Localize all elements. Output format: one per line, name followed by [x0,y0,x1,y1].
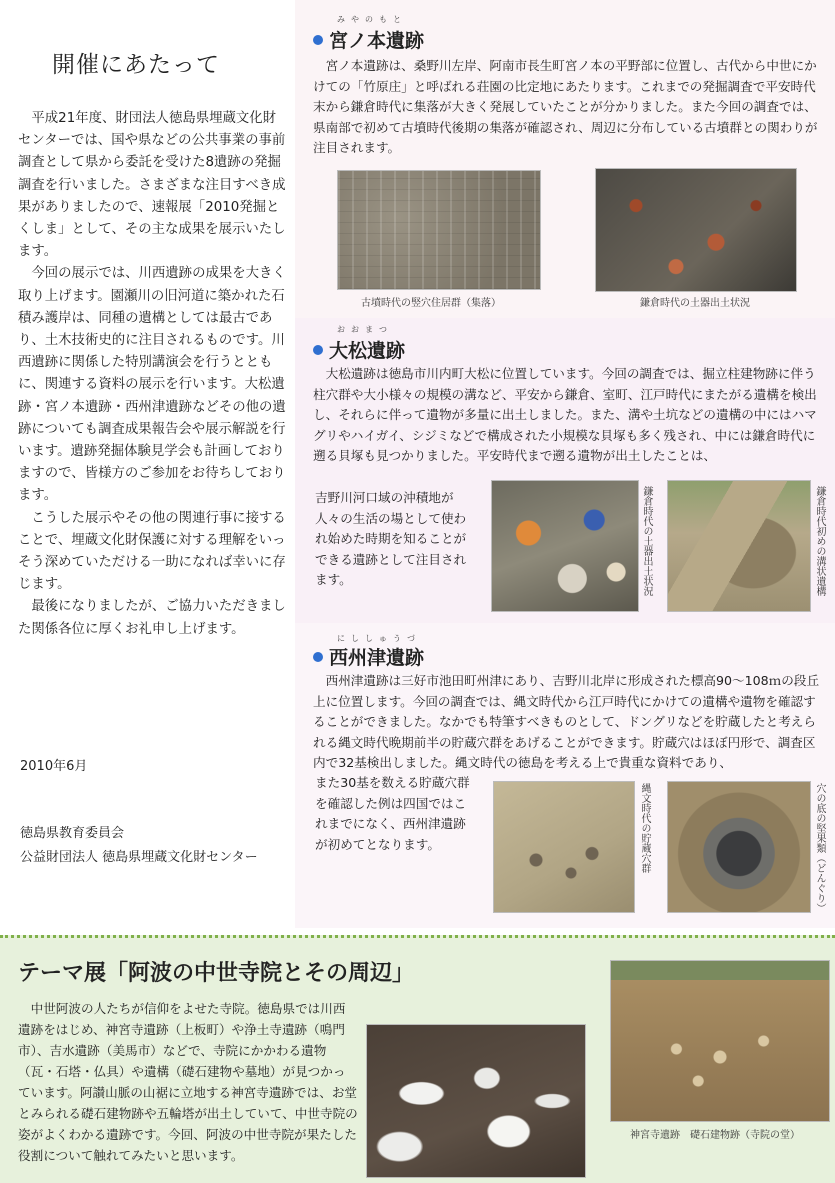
nishishuzu-title-text: 西州津遺跡 [329,647,425,669]
intro-paragraph-1: 平成21年度、財団法人徳島県埋蔵文化財センターでは、国や県などの公共事業の事前調査として県から委託を受けた8遺跡の発掘調査を行いました。さまざまな注目すべき成果がありましたので、速報展「2010発掘とくしま」として、その主な成果を展示いたします。 [18,111,286,260]
intro-date: 2010年6月 [20,759,88,774]
intro-org-2: 公益財団法人 徳島県埋蔵文化財センター [20,850,258,865]
intro-paragraph-2: 今回の展示では、川西遺跡の成果を大きく取り上げます。園瀬川の旧河道に築かれた石積み護岸は、同種の遺構としては最古であり、土木技術史的に注目されるものです。川西遺跡に関係した特別講演会を行うとともに、関連する資料の展示を行います。大松遺跡・宮ノ本遺跡・西州津遺跡などその他の遺跡についても調査成果報告会や展示解説を行います。遺跡発掘体験見学会も計画しておりますので、皆様方のご参加をお待ちしております。 [18,266,286,504]
photo-shell-midden [491,480,639,612]
photo-pit-dwellings [337,170,541,290]
nishishuzu-text-2: また30基を数える貯蔵穴群を確認した例は四国ではこれまでになく、西州津遺跡が初めてとなります。 [315,775,470,852]
photo-temple-site [610,960,830,1122]
photo-pottery-shards [595,168,797,292]
nishishuzu-ruby: にししゅうづ [337,634,421,643]
intro-heading: 開催にあたって [52,52,220,78]
omatsu-text: 大松遺跡は徳島市川内町大松に位置しています。今回の調査では、掘立柱建物跡に伴う柱穴群や大小様々の規模の溝など、平安から鎌倉、室町、江戸時代にまたがる遺構を検出し、それらに伴って遺物が多量に出土しました。また、溝や土坑などの遺構の中にはハマグリやハイガイ、シジミなどで構成された小規模な貝塚も多く残され、中には鎌倉時代に遡る貝塚も見つかりました。平安時代まで遡る遺物が出土したことは、 [313,366,817,463]
section-omatsu [295,318,835,623]
omatsu-caption-2: 鎌倉時代初めの溝状遺構 [814,486,825,596]
photo-storage-pits [493,781,635,913]
nishishuzu-title [313,643,424,670]
bullet-dot-icon [313,652,323,662]
section-nishishuzu [295,623,835,928]
nishishuzu-caption-1: 縄文時代の貯蔵穴群 [639,783,650,873]
intro-column [0,0,295,935]
nishishuzu-text: 西州津遺跡は三好市池田町州津にあり、吉野川北岸に形成された標高90～108ｍの段丘上に位置します。今回の調査では、縄文時代から江戸時代にかけての遺構や遺物を確認することができました。なかでも特筆すべきものとして、ドングリなどを貯蔵したと考えられる縄文時代晩期前半の貯蔵穴群をあげることができます。貯蔵穴はほぼ円形で、調査区内で32基検出しました。縄文時代の徳島を考える上で貴重な資料であり、 [313,673,820,770]
intro-paragraph-3: こうした展示やその他の関連行事に接することで、埋蔵文化財保護に対する理解をいっそう深めていただける一助になれば幸いに存じます。 [18,510,286,593]
theme-text: 中世阿波の人たちが信仰をよせた寺院。徳島県では川西遺跡をはじめ、神宮寺遺跡（上板町）や浄土寺遺跡（鳴門市）、吉水遺跡（美馬市）などで、寺院にかかわる遺物（瓦・石塔・仏具）や遺構（礎石建物や墓地）が見つかっています。阿讃山脈の山裾に立地する神宮寺遺跡では、お堂とみられる礎石建物跡や五輪塔が出土していて、中世寺院の姿がよくわかる遺跡です。今回、阿波の中世寺院が果たした役割について触れてみたいと思います。 [18,1001,358,1163]
bullet-dot-icon [313,345,323,355]
miyanomoto-title-text: 宮ノ本遺跡 [329,30,425,52]
intro-paragraph-4: 最後になりましたが、ご協力いただきました関係各位に厚くお礼申し上げます。 [18,599,286,637]
theme-caption: 神宮寺遺跡 礎石建物跡（寺院の堂） [630,1130,800,1141]
theme-title: テーマ展「阿波の中世寺院とその周辺」 [18,961,415,986]
omatsu-ruby: おおまつ [337,325,393,334]
bullet-dot-icon [313,35,323,45]
miyanomoto-title [313,26,424,53]
photo-stone-foundations [366,1024,586,1178]
omatsu-caption-1: 鎌倉時代の土器出土状況 [641,486,652,596]
nishishuzu-caption-2: 穴の底の堅果類（どんぐり） [814,783,825,913]
miyanomoto-text: 宮ノ本遺跡は、桑野川左岸、阿南市長生町宮ノ本の平野部に位置し、古代から中世にかけての「竹原庄」と呼ばれる荘園の比定地にあたります。これまでの発掘調査で平安時代末から鎌倉時代に集落が大きく発展していたことが分かりました。また今回の調査では、県南部で初めて古墳時代後期の集落が確認され、周辺に分布している古墳群との関わりが注目されます。 [313,58,818,155]
omatsu-title-text: 大松遺跡 [329,340,406,362]
intro-org-1: 徳島県教育委員会 [20,826,125,841]
omatsu-text-2: 吉野川河口域の沖積地が人々の生活の場として使われ始めた時期を知ることができる遺跡として注目されます。 [315,490,467,587]
intro-body [18,108,288,641]
miyanomoto-ruby: みやのもと [337,15,407,24]
omatsu-title [313,336,405,363]
miyanomoto-caption-2: 鎌倉時代の土器出土状況 [640,298,750,309]
theme-exhibit [0,935,835,1183]
section-miyanomoto [295,0,835,318]
photo-pit-bottom [667,781,811,913]
photo-ditch-feature [667,480,811,612]
miyanomoto-caption-1: 古墳時代の竪穴住居群（集落） [361,298,501,309]
